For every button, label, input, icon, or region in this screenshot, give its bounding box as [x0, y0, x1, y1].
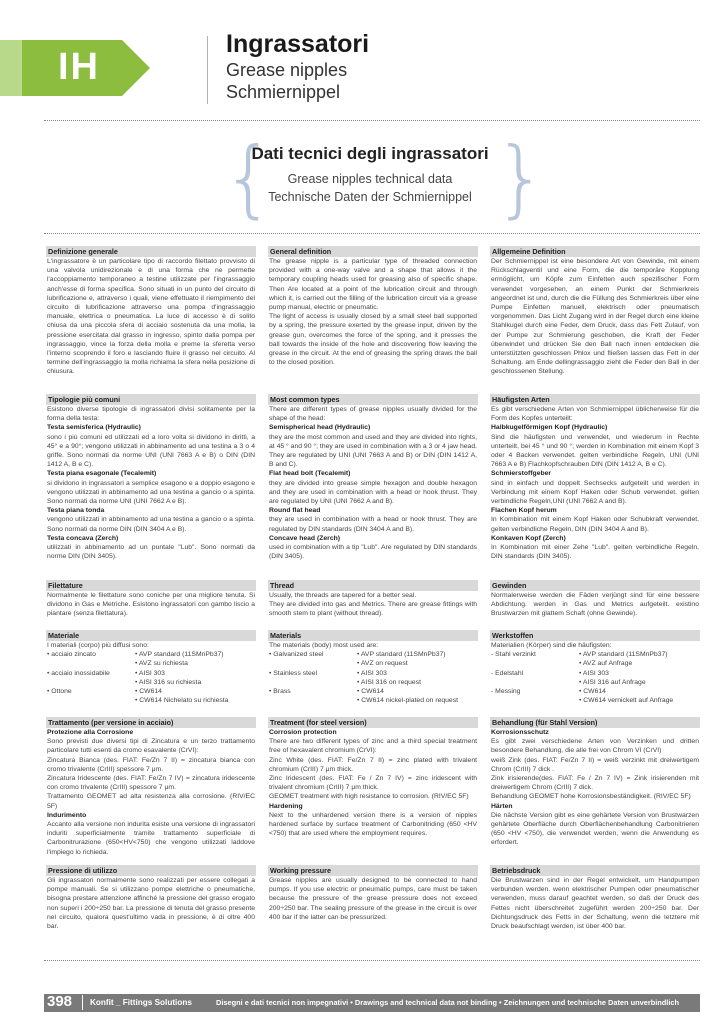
- paragraph: Normalmente le filettature sono coniche per una migliore tenuta. Si dividono in Gas e Metriche. Esistono ingrassatori con gambo liscio a piantare (senza filettatura).: [47, 592, 255, 618]
- material-grade: • AISI 303: [357, 669, 387, 677]
- paragraph: sind in einfach und doppelt Sechsecks aufgeteilt und werden in Verbindung mit einem Kopf Haken oder Schub verwendet. gelten verbindliche Regeln,UNI (UNI 7662 A and B).: [491, 479, 699, 506]
- section-heading: Materials: [268, 630, 478, 641]
- material-name: [47, 659, 135, 668]
- paragraph: Es gibt verschiedene Arten von Schmiernippel üblicherweise für die Form des Kopfes unterteilt:: [491, 406, 699, 423]
- paragraph: Gli ingrassatori normalmente sono realizzati per essere collegati a pompe manuali. Se si utilizzano pompe elettriche o pneumatiche, bisogna prestare attenzione affinché la pressione del grasso erogato non superi i 200÷250 bar. La pressione di tenuta del grasso presente nel circuito, qualora quest'ultimo vada in pressione, è di oltre 400 bar.: [47, 877, 255, 931]
- section-types-en: [268, 394, 478, 561]
- paragraph: The materials (body) most used are:: [269, 642, 379, 649]
- material-grade: • CW614: [357, 688, 384, 696]
- section-heading: Gewinden: [490, 580, 700, 591]
- paragraph: Die Brustwarzen sind in der Regel entwickelt, um Handpumpen verbunden werden. wenn elektrischer Pumpen oder pneumatischer verwenden, muss darauf geachtet werden, so daß der Druck des Fettes nicht überschreitet zugeführt werden 200÷250 bar. Der Dichtungsdruck des Fetts in der Schaltung, wenn die letztere mit Druck beaufschlagt werden, ist über 400 bar.: [491, 877, 699, 931]
- material-grade: • CW614: [135, 688, 162, 696]
- paragraph: Materialien (Körper) sind die häufigsten:: [491, 642, 612, 649]
- header-divider: [207, 36, 208, 104]
- paragraph: si dividono in ingrassatori a semplice esagono e a doppio esagono e vengono utilizzati in abbinamento ad una testina a gancio o a spinta. Sono normati da norme UNI (UNI 7662 A e B).: [47, 479, 255, 506]
- subheading: Semispherical head (Hydraulic): [269, 424, 371, 432]
- material-grade: • AVZ auf Anfrage: [579, 660, 633, 668]
- section-heading: Allgemeine Definition: [490, 246, 700, 257]
- divider-top: [44, 120, 700, 121]
- material-grade: • AVP standard (11SMnPb37): [135, 651, 224, 659]
- paragraph: Sind die häufigsten und verwendet, und wiederum in Rechte unterteilt, bei 45 ° und 90 °; werden in Kombination mit einem Kopf 3 oder 4 Backen verwendet. gelten verbindliche Regeln, UNI (UNI 7663 A e B) Flachkopfschrauben DIN (DIN 1412 A, B e C).: [491, 433, 699, 469]
- section-heading: Trattamento (per versione in acciaio): [46, 717, 256, 728]
- material-name: [47, 678, 135, 687]
- subheading: Schmierstoffgeber: [491, 470, 552, 478]
- section-pressure-en: [268, 865, 478, 922]
- material-grade: • AISI 303: [579, 669, 609, 677]
- paragraph: Es gibt zwei verschiedene Arten von Verzinken und dritten besondere Behandlung, die alle frei von Chrom VI (CrVI) weiß Zink (des. FIAT: Fe/Zn 7 II) = weiß verzinkt mit dreiwertigem Chrom (CrIII) 7 dick . Zink irisierende(des. FIAT: Fe / Zn 7 IV) = Zink irisierenden mit dreiwertigem Chrom (CrIII) 7 dick. Behandlung GEOMET hohe Korrosionsbeständigkeit. (RIV/EC 5F): [491, 738, 699, 801]
- page-title-de: Schmiernippel: [226, 82, 341, 102]
- material-name: • Brass: [269, 688, 291, 696]
- banner-title: Dati tecnici degli ingrassatori: [251, 144, 489, 163]
- paragraph: I materiali (corpo) più diffusi sono:: [47, 642, 149, 649]
- subheading: Protezione alla Corrosione: [47, 729, 134, 736]
- section-tab-stripe: [0, 40, 22, 96]
- subheading: Testa semisferica (Hydraulic): [47, 424, 141, 432]
- paragraph: Esistono diverse tipologie di ingrassatori divisi solitamente per la forma della testa:: [47, 406, 255, 423]
- section-types-it: [46, 394, 256, 561]
- materials-table: [46, 650, 256, 705]
- material-name: [269, 678, 357, 687]
- material-grade: • AISI 316 su richiesta: [135, 678, 202, 686]
- section-types-de: [490, 394, 700, 561]
- material-grade: • CW614: [579, 688, 606, 696]
- paragraph: L'ingrassatore è un particolare tipo di raccordo filettato provvisto di una valvola unidirezionale e di una forma che ne permette l'accoppiamento temporaneo a testine utilizzate per l'ingrassaggio anch'esse di forma specifica. Sono situati in un punto del circuito di lubrificazione e, attraverso i quali, viene effettuato il riempimento del circuito di lubrificazione attraverso una pompa d'ingrassaggio manuale, elettrica o pneumatica. La luce di accesso è di solito chiusa da una piccola sfera di acciaio sostenuta da una molla, la pressione esercitata dal grasso in ingresso, spinto dalla pompa per ingrassaggio, vince la forza della molla e preme la sferetta verso l'interno scoprendo il foro e lasciando fluire il grasso nel circuito. Al termine dell'ingrassaggio la molla richiama la sfera nella posizione di chiusura.: [47, 258, 255, 376]
- subheading: Halbkugelförmigen Kopf (Hydraulic): [491, 424, 608, 432]
- material-grade: • CW614 vernickelt auf Anfrage: [579, 697, 674, 705]
- material-grade: • CW614 nickel-plated on request: [357, 697, 458, 705]
- page-title: Ingrassatori: [226, 30, 370, 58]
- section-materials-en: [268, 630, 478, 705]
- section-heading: Definizione generale: [46, 246, 256, 257]
- paragraph: Next to the unhardened version there is a version of nipples hardened surface by surface treatment of Carbonitriding (650 <HV <750) that are used where the employment requires.: [269, 811, 477, 838]
- footer-brand: Konfit _ Fittings Solutions: [90, 998, 192, 1007]
- subheading: Flat head bolt (Tecalemit): [269, 470, 351, 478]
- paragraph: Die nächste Version gibt es eine gehärtete Version von Brustwarzen gehärtete Oberfläche durch Oberflächenbehandlung Carbonitrieren (650 <HV <750), die verwendet werden, wenn die Anwendung es erfordert.: [491, 811, 699, 847]
- material-name: [47, 696, 135, 705]
- section-tab-arrow: [122, 40, 150, 96]
- section-heading: Treatment (for steel version): [268, 717, 478, 728]
- divider-mid: [44, 233, 700, 234]
- banner-subtitle-en: Grease nipples technical data: [287, 172, 453, 186]
- paragraph: they are divided into grease simple hexagon and double hexagon and they are used in combination with a head or hook thrust. They are regulated by UNI (UNI 7662 A and B).: [269, 479, 477, 506]
- subheading: Indurimento: [47, 811, 87, 819]
- material-name: • Ottone: [47, 688, 72, 696]
- page-number: 398: [47, 993, 73, 1010]
- banner: [240, 144, 500, 206]
- section-definition-de: [490, 246, 700, 377]
- material-name: - Stahl verzinkt: [491, 651, 536, 659]
- paragraph: There are different types of grease nipples usually divided for the shape of the head:: [269, 406, 477, 423]
- paragraph: Grease nipples are usually designed to be connected to hand pumps. If you use electric or pneumatic pumps, care must be taken because the pressure of the grease pressure does not exceed 200÷250 bar. The sealing pressure of the grease in the circuit is over 400 bar if the latter can be pressurized.: [269, 877, 477, 921]
- section-pressure-de: [490, 865, 700, 931]
- subheading: Round flat head: [269, 507, 321, 515]
- section-heading: Betriebsdruck: [490, 865, 700, 876]
- material-grade: • AISI 316 on request: [357, 678, 421, 686]
- material-name: • Stainless steel: [269, 669, 318, 677]
- section-treatment-en: [268, 717, 478, 838]
- subheading: Testa piana esagonale (Tecalemit): [47, 470, 157, 478]
- section-treatment-it: [46, 717, 256, 857]
- section-thread-it: [46, 580, 256, 619]
- subheading: Flachen Kopf herum: [491, 507, 557, 515]
- paragraph: Normalerweise werden die Fäden verjüngt sind für eine bessere Abdichtung. werden in Gas und Metrics aufgeteilt. existino Brustwarzen mit glattem Schaft (ohne Gewinde).: [491, 592, 699, 618]
- banner-subtitle-de: Technische Daten der Schmiernippel: [268, 190, 472, 204]
- material-name: • acciaio inossidabile: [47, 669, 110, 677]
- paragraph: Der Schmiernippel ist eine besondere Art von Gewinde, mit einem Rückschlagventil und eine Form, die die temporäre Kopplung ermöglicht, um Köpfe zum Einfetten auch spezifischer Form verwendet vorgesehen, an einem Punkt der Schmierkreis angeordnet ist und, durch die die Füllung des Schmierkreis über eine Pumpe Einfetten manuell, elektrisch oder pneumatisch vorgenommen. Das Licht Zugang wird in der Regel durch eine kleine Stahlkugel durch eine Feder, dem Druck, dass das Fett Zulauf, von der Pumpe zur Schmierung geschoben, die Kraft der Feder überwindet und drücken Sie den Ball nach innen entdecken die unterstützten geschlossen Phlox und fließen lassen das Fett in der Schaltung. am Ende dellingrassaggio zieht die Feder den Ball in der geschlossenen Stellung.: [491, 258, 699, 376]
- section-heading: Pressione di utilizzo: [46, 865, 256, 876]
- section-heading: Behandlung (für Stahl Version): [490, 717, 700, 728]
- materials-table: [268, 650, 478, 705]
- material-name: [491, 659, 579, 668]
- subheading: Concave head (Zerch): [269, 534, 341, 542]
- material-grade: • AISI 303: [135, 669, 165, 677]
- material-name: • Galvanized steel: [269, 651, 324, 659]
- left-brace: {: [222, 129, 276, 227]
- paragraph: sono i più comuni ed utilizzati ed a loro volta si dividono in diritti, a 45° e a 90°; vengono utilizzati in abbinamento ad una testina a 3 o 4 griffe. Sono normati da norme UNI (UNI 7663 A e B) o DIN (DIN 1412 A, B e C).: [47, 433, 255, 469]
- section-heading: General definition: [268, 246, 478, 257]
- page-title-en: Grease nipples: [226, 60, 348, 80]
- section-heading: Thread: [268, 580, 478, 591]
- section-pressure-it: [46, 865, 256, 931]
- section-treatment-de: [490, 717, 700, 848]
- material-name: • acciaio zincato: [47, 651, 96, 659]
- section-thread-de: [490, 580, 700, 619]
- material-name: [491, 696, 579, 705]
- section-heading: Working pressure: [268, 865, 478, 876]
- material-name: - Edelstahl: [491, 669, 524, 677]
- footer-disclaimer: Disegni e dati tecnici non impegnativi • Drawings and technical data not binding • Zeichnungen und technische Daten unverbindlich: [216, 998, 680, 1007]
- section-thread-en: [268, 580, 478, 619]
- right-brace: }: [494, 129, 548, 227]
- material-grade: • AVP standard (11SMnPb37): [579, 651, 668, 659]
- subheading: Härten: [491, 802, 513, 810]
- paragraph: Accanto alla versione non indurita esiste una versione di ingrassatori induriti superficialmente tramite trattamento superficiale di Carbonitrurazione (650<HV<750) che vengono utilizzati laddove l'impiego lo richieda.: [47, 821, 255, 856]
- paragraph: used in combination with a tip "Lub". Are regulated by DIN standards (DIN 3405).: [269, 544, 477, 561]
- section-heading: Häufigsten Arten: [490, 394, 700, 405]
- section-materials-it: [46, 630, 256, 705]
- paragraph: they are the most common and used and they are divided into rights, at 45 ° and 90 °; they are used in combination with a 3 or 4 jaw head. They are regulated by UNI (UNI 7663 A and B) or DIN (DIN 1412 A, B and C).: [269, 433, 477, 469]
- subheading: Corrosion protection: [269, 729, 337, 736]
- material-grade: • AVP standard (11SMnPb37): [357, 651, 446, 659]
- subheading: Testa piana tonda: [47, 507, 105, 515]
- section-heading: Tipologie più comuni: [46, 394, 256, 405]
- material-grade: • AVZ on request: [357, 660, 408, 668]
- material-name: [269, 659, 357, 668]
- paragraph: utilizzati in abbinamento ad un puntale "Lub". Sono normati da norme DIN (DIN 3405).: [47, 544, 255, 561]
- subheading: Testa concava (Zerch): [47, 534, 119, 542]
- material-grade: • AVZ su richiesta: [135, 660, 188, 668]
- divider-bottom: [44, 960, 700, 961]
- material-name: [269, 696, 357, 705]
- subheading: Konkaven Kopf (Zerch): [491, 534, 566, 542]
- material-grade: • CW614 Nichelato su richiesta: [135, 697, 229, 705]
- section-heading: Werkstoffen: [490, 630, 700, 641]
- paragraph: vengono utilizzati in abbinamento ad una testina a gancio o a spinta. Sono normati da norme DIN (DIN 3404 A e B).: [47, 516, 255, 533]
- section-code: IH: [58, 46, 100, 88]
- paragraph: In Kombination mit einem Kopf Haken oder Schubkraft verwendet. gelten verbindliche Regeln, DIN (DIN 3404 A and B).: [491, 516, 699, 533]
- material-name: [491, 678, 579, 687]
- material-grade: • AISI 316 auf Anfrage: [579, 678, 646, 686]
- section-heading: Materiale: [46, 630, 256, 641]
- paragraph: There are two different types of zinc and a third special treatment free of hexavalent chromium (CrVI): Zinc White (des. FIAT: Fe/Zn 7 II) = zinc plated with trivalent chromium (CrIII) 7 μm thick. Zinc Iridescent (des. FIAT: Fe / Zn 7 IV) = zinc iridescent with trivalent chromium (CrIII) 7 μm thick. GEOMET treatment with high resistance to corrosion. (RIV/EC 5F): [269, 738, 477, 801]
- paragraph: Sono previsti due diversi tipi di Zincatura e un terzo trattamento particolare tutti esenti da cromo esavalente (CrVI): Zincatura Bianca (des. FIAT: Fe/Zn 7 II) = zincatura bianca con cromo trivalente (CrIII) spessore 7 μm. Zincatura Iridescente (des. FIAT: Fe/Zn 7 IV) = zincatura iridescente con cromo trivalente (CrIII) spessore 7 μm. Trattamento GEOMET ad alta resistenza alla corrosione. (RIV/EC 5F): [47, 738, 255, 810]
- subheading: Korrosionsschutz: [491, 729, 549, 736]
- paragraph: Usually, the threads are tapered for a better seal. They are divided into gas and Metrics. There are grease fittings with smooth stem to plant (without thread).: [269, 592, 477, 618]
- materials-table: [490, 650, 700, 705]
- paragraph: The grease nipple is a particular type of threaded connection provided with a one-way valve and a shape that allows it the temporary coupling heads used for greasing also of specific shape. Then Are located at a point of the lubrication circuit and through which it, is carried out the filling of the lubrication circuit via a grease pump manual, electric or pneumatic. The light of access is usually closed by a small steel ball supported by a spring, the pressure exerted by the grease input, driven by the grease gun, overcomes the force of the spring, and it presses the ball towards the inside of the hole and discovering flow leaving the grease in the circuit. At the end of greasing the spring draws the ball to the closed position.: [269, 258, 477, 367]
- footer-separator: [82, 995, 83, 1010]
- section-definition-en: [268, 246, 478, 367]
- material-name: - Messing: [491, 688, 521, 696]
- subheading: Hardening: [269, 802, 303, 810]
- section-materials-de: [490, 630, 700, 705]
- section-definition-it: [46, 246, 256, 377]
- section-heading: Most common types: [268, 394, 478, 405]
- paragraph: they are used in combination with a head or hook thrust. They are regulated by DIN standards (DIN 3404 A and B).: [269, 516, 477, 533]
- paragraph: In Kombination mit einer Zehe "Lub". gelten verbindliche Regeln, DIN standards (DIN 3405).: [491, 544, 699, 561]
- section-heading: Filettature: [46, 580, 256, 591]
